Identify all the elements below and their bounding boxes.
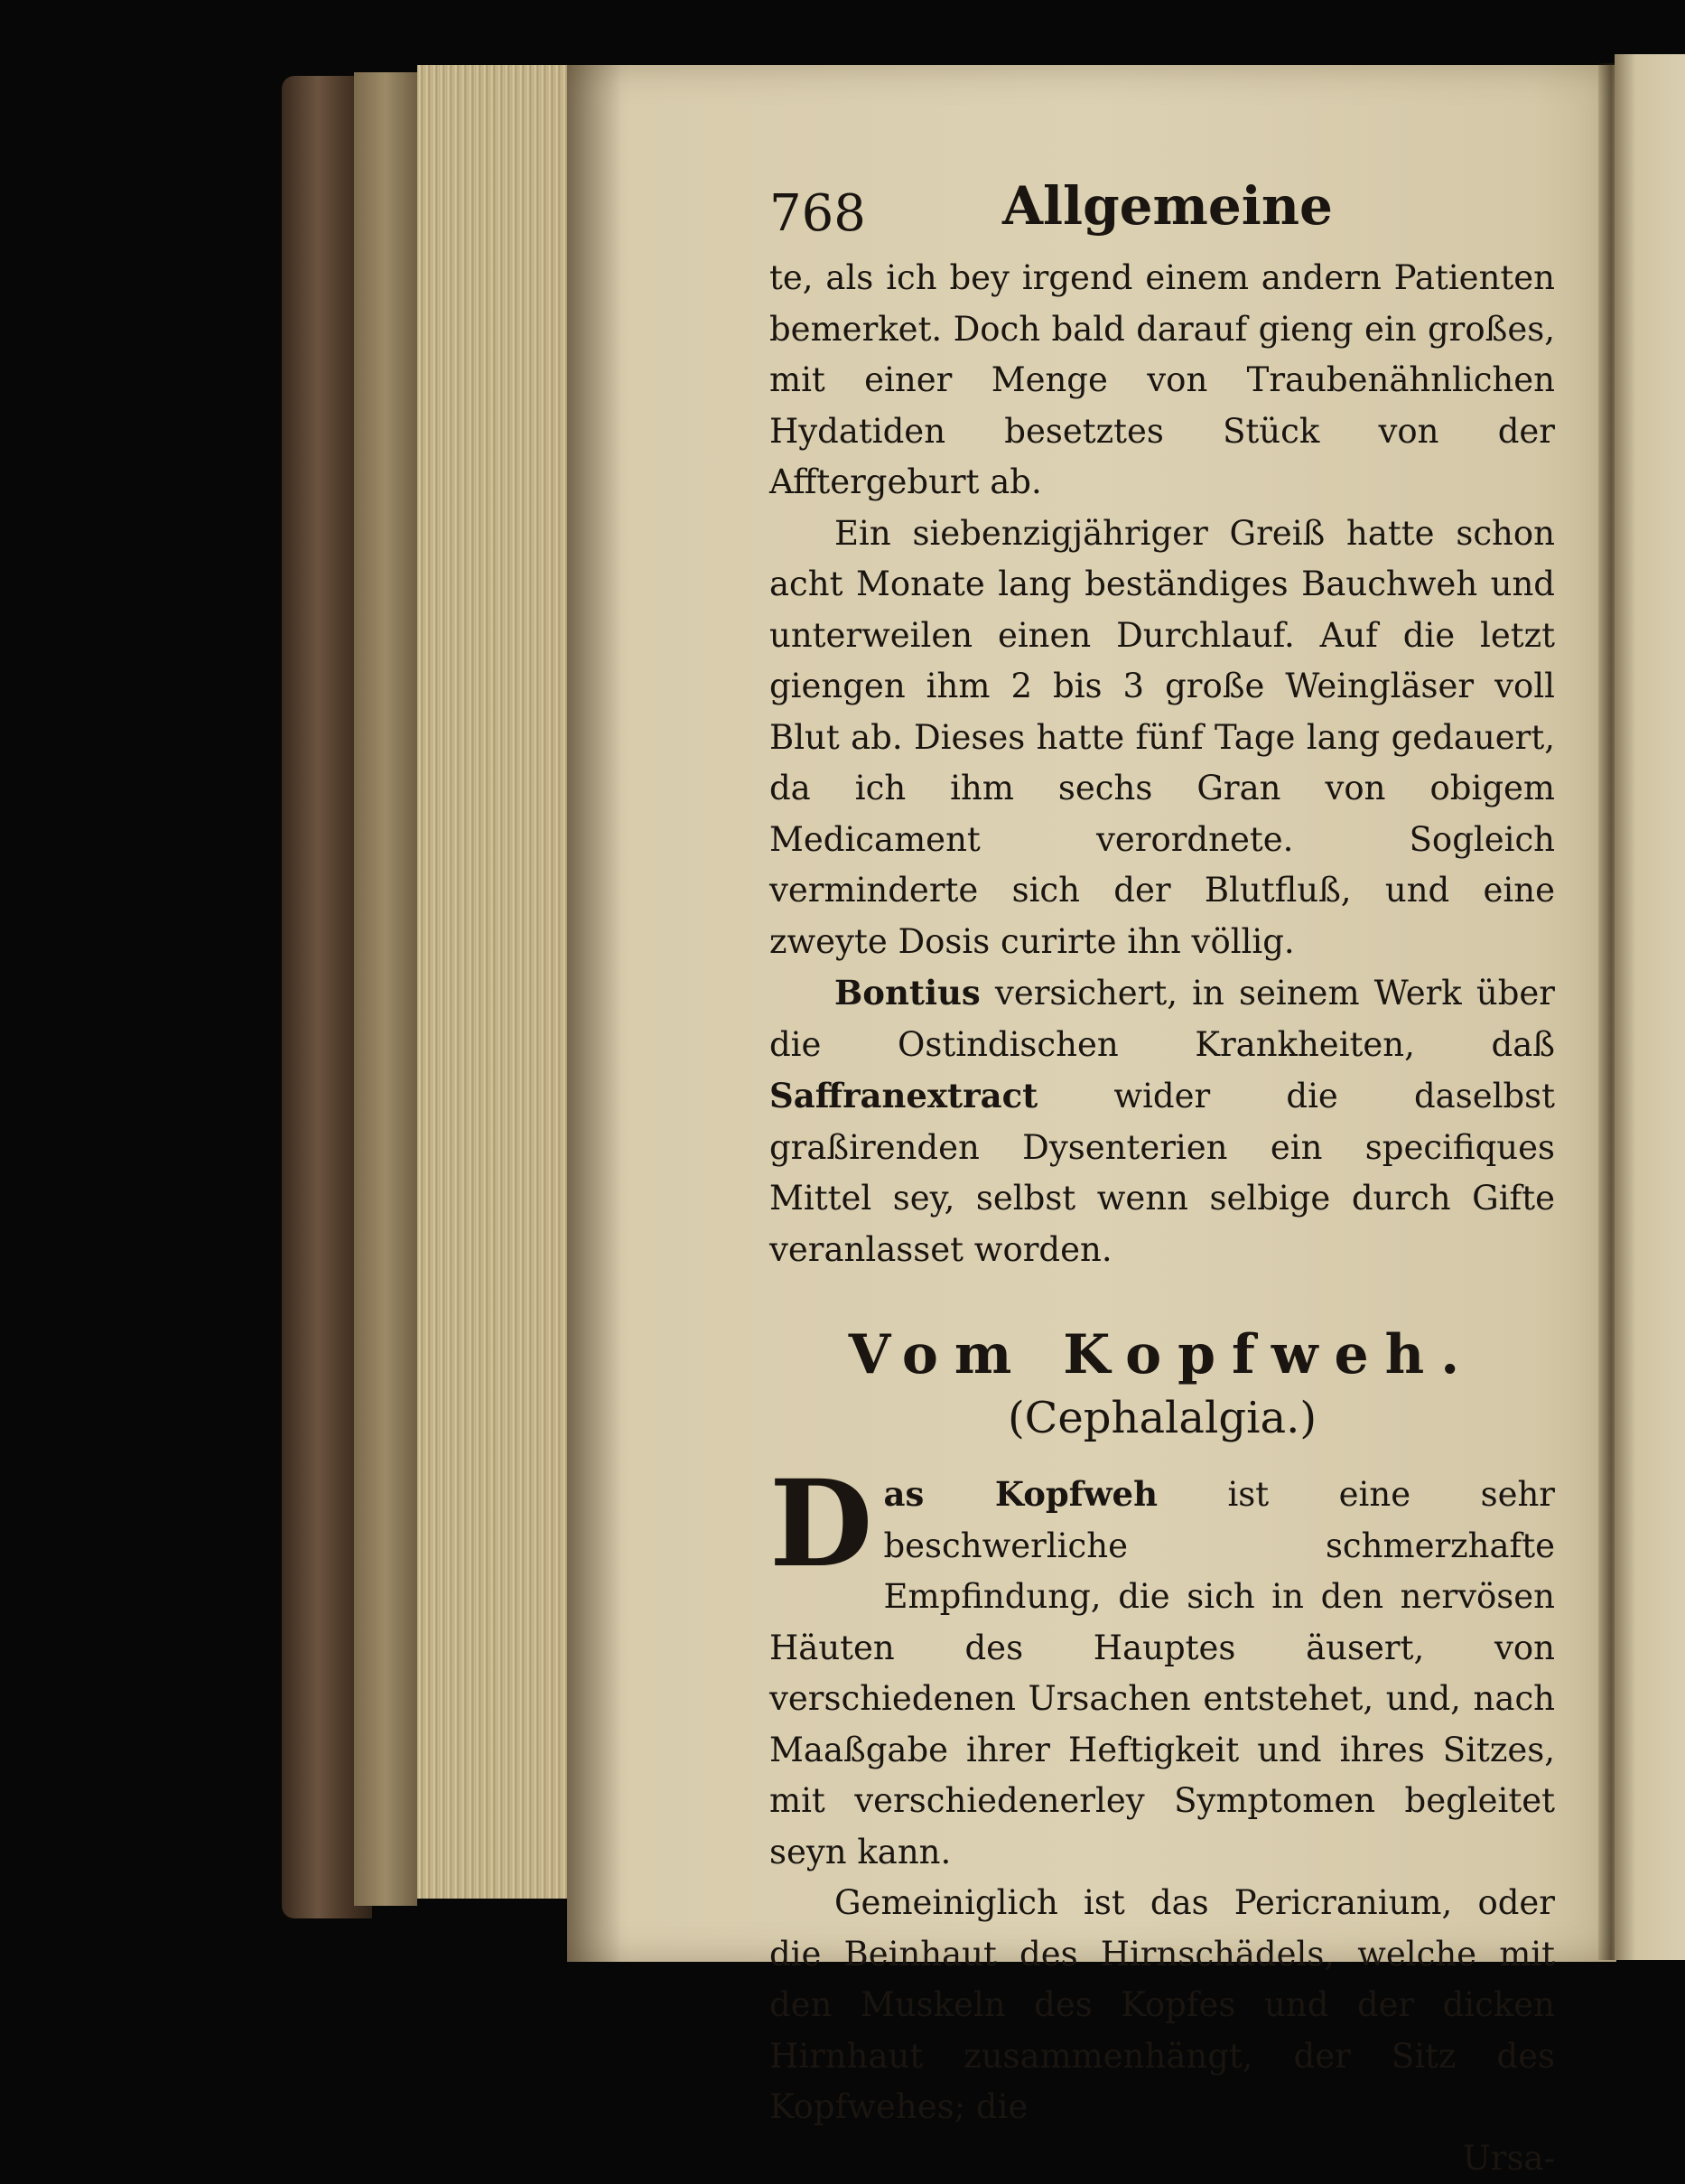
fold-shadow [567,65,621,1962]
page-number: 768 [769,184,866,243]
catchword: Ursa- [1462,2138,1555,2178]
page-header [769,172,1555,253]
paragraph-kopfweh-intro [769,1454,1555,1878]
bontius-text-after: wider die daselbst graßirenden Dysenterien ein specifiques Mittel sey, selbst wenn selbige durch Gifte veranlasset worden. [769,1077,1555,1269]
page-content [769,172,1555,2184]
facing-page-edge [1615,54,1685,1960]
author-name: Bontius [834,973,981,1013]
paragraph-pericranium: Gemeiniglich ist das Pericranium, oder die Beinhaut des Hirnschädels, welche mit den Muskeln des Kopfes und der dicken Hirnhaut zusammenhängt, der Sitz des Kopfwehes; die [769,1883,1555,2126]
bontius-text-before: versichert, in seinem Werk über die Ostindischen Krankheiten, daß [769,974,1555,1064]
cover-edge [354,72,417,1906]
page-block-edges [417,65,571,1899]
section-subtitle: (Cephalalgia.) [1007,1393,1317,1443]
running-head: Allgemeine [1002,175,1333,237]
paragraph-continuation: te, als ich bey irgend einem andern Patienten bemerket. Doch bald darauf gieng ein großes, mit einer Menge von Traubenähnlichen Hydatiden besetztes Stück von der Afftergeburt ab. [769,258,1555,501]
body-text [769,253,1555,2184]
paragraph-greis: Ein siebenzigjähriger Greiß hatte schon acht Monate lang beständiges Bauchweh und unterweilen einen Durchlauf. Auf die letzt giengen ihm 2 bis 3 große Weingläser voll Blut ab. Dieses hatte fünf Tage lang gedauert, da ich ihm sechs Gran von obigem Medicament verordnete. Sogleich verminderte sich der Blutfluß, und eine zweyte Dosis curirte ihn völlig. [769,513,1555,961]
section-title: Vom Kopfweh. [848,1323,1476,1386]
drop-cap-initial: D [769,1454,873,1594]
highlight-term: Saffranextract [769,1076,1038,1115]
lead-bold-phrase: as Kopfweh [883,1474,1158,1514]
intro-text: ist eine sehr beschwerliche schmerzhafte Empfindung, die sich in den nervösen Häuten des Hauptes äusert, von verschiedenen Ursachen entstehet, und, nach Maaßgabe ihrer Heftigkeit und ihres Sitzes, mit verschiedenerley Symptomen begleitet seyn kann. [769,1475,1555,1871]
paragraph-bontius [769,967,1555,1275]
